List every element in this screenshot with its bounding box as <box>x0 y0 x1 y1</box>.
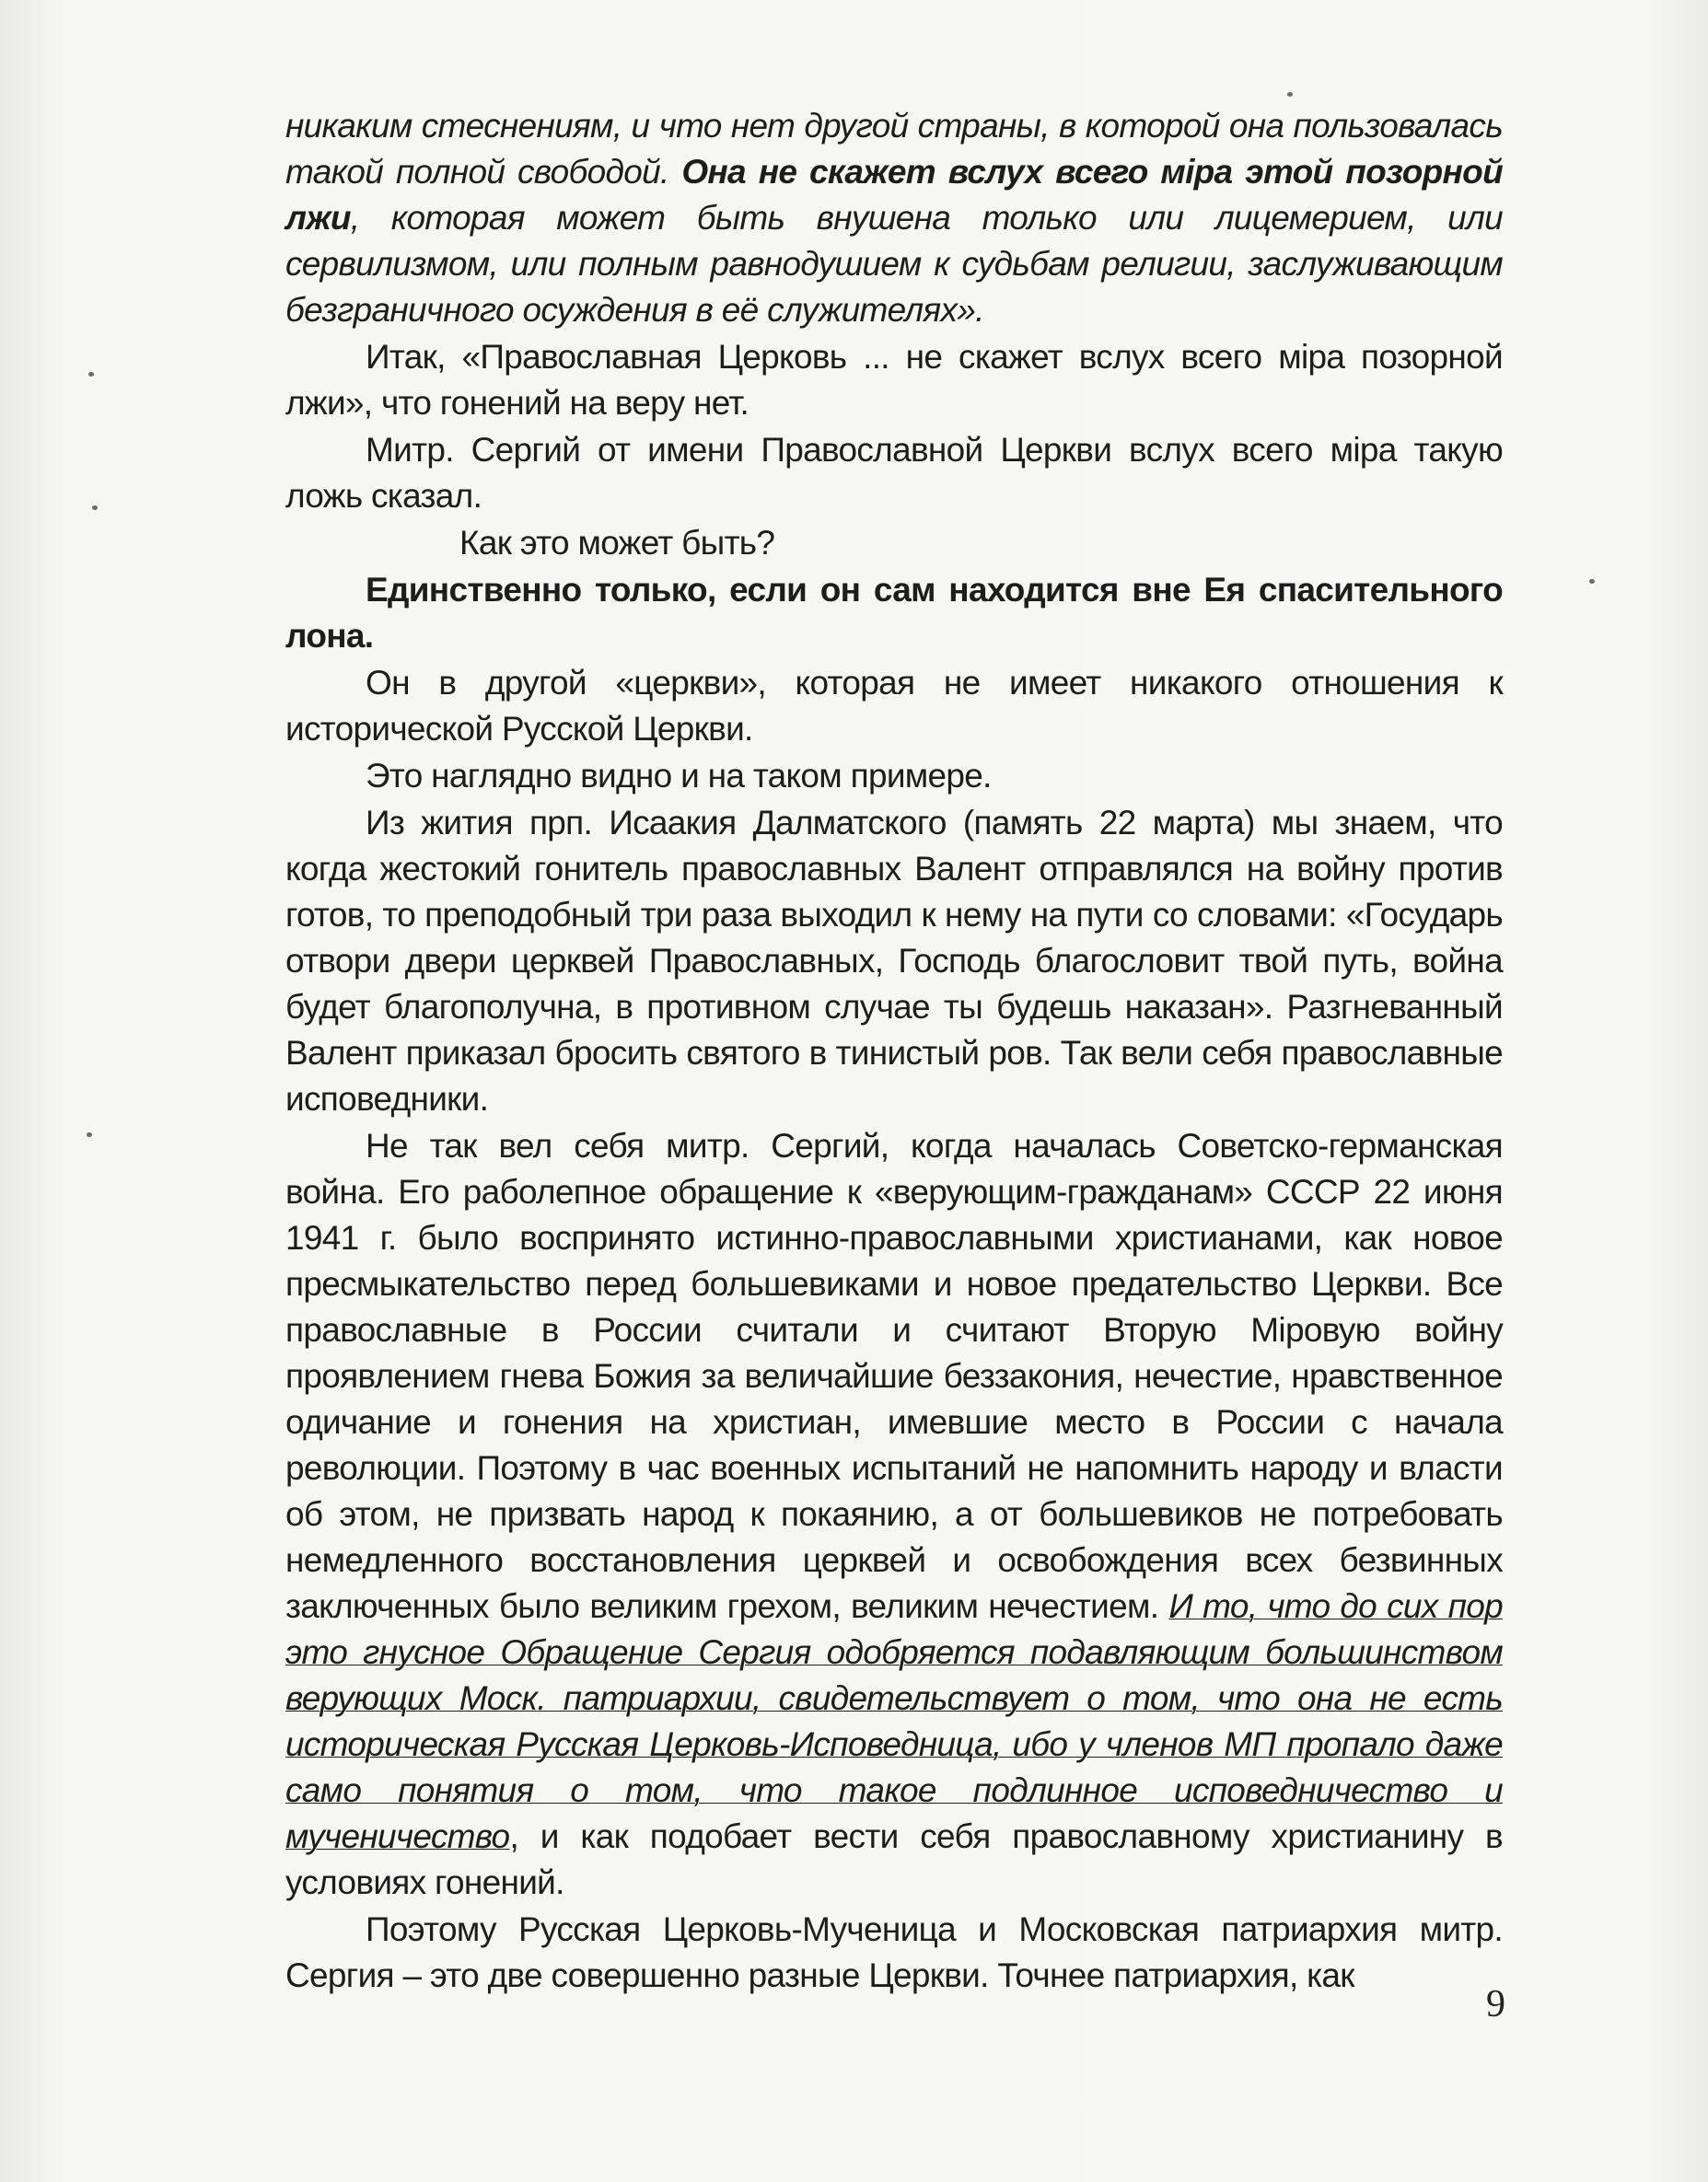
body-text <box>285 103 1503 2000</box>
paragraph <box>285 427 1503 519</box>
text-run: Итак, «Православная Церковь ... не скажет вслух всего міра позорной лжи», что гонений на веру нет. <box>285 338 1503 422</box>
text-run: Не так вел себя митр. Сергий, когда началась Советско-германская война. Его раболепное обращение к «верующим-гражданам» СССР 22 июня 1941 г. было воспринято истинно-православными христианами, как новое пресмыкательство перед большевиками и новое предательство Церкви. Все православные в России считали и считают Вторую Міровую войну проявлением гнева Божия за величайшие беззакония, нечестие, нравственное одичание и гонения на христиан, имевшие место в России с начала революции. Поэтому в час военных испытаний не напомнить народу и власти об этом, не призвать народ к покаянию, а от большевиков не потребовать немедленного восстановления церквей и освобождения всех безвинных заключенных было великим грехом, великим нечестием. <box>285 1127 1503 1625</box>
paragraph <box>285 334 1503 426</box>
paragraph <box>285 1907 1503 1999</box>
text-run: Поэтому Русская Церковь-Мученица и Московская патриархия митр. Сергия – это две совершенно разные Церкви. Точнее патриархия, как <box>285 1910 1503 1994</box>
text-run: Митр. Сергий от имени Православной Церкви вслух всего міра такую ложь сказал. <box>285 431 1503 515</box>
text-run: Он в другой «церкви», которая не имеет никакого отношения к исторической Русской Церкви. <box>285 664 1503 748</box>
page-number: 9 <box>1486 1983 1505 2025</box>
paragraph <box>285 800 1503 1122</box>
scan-speck <box>1287 92 1293 97</box>
paragraph-bold <box>285 567 1503 659</box>
paragraph-question <box>285 520 1503 566</box>
scan-speck <box>88 372 94 377</box>
text-run: Из жития прп. Исаакия Далматского (память 22 марта) мы знаем, что когда жестокий гонитель православных Валент отправлялся на войну против готов, то преподобный три раза выходил к нему на пути со словами: «Государь отвори двери церквей Православных, Господь благословит твой путь, война будет благополучна, в противном случае ты будешь наказан». Разгневанный Валент приказал бросить святого в тинистый ров. Так вели себя православные исповедники. <box>285 804 1503 1118</box>
scan-speck <box>92 505 98 510</box>
text-run-italic-underlined: И то, что до сих пор это гнусное Обращение Сергия одобряется подавляющим большинством верующих Моск. патриархии, свидетельствует о том, что она не есть историческая Русская Церковь-Исповедница, ибо у членов МП пропало даже само понятия о том, что такое подлинное исповедничество и мученичество <box>285 1587 1503 1855</box>
paragraph <box>285 1123 1503 1906</box>
paragraph <box>285 660 1503 752</box>
paragraph <box>285 753 1503 799</box>
text-run: Как это может быть? <box>459 524 775 562</box>
text-run: , и как подобает вести себя православному христианину в условиях гонений. <box>285 1817 1503 1901</box>
text-run: , которая может быть внушена только или лицемерием, или сервилизмом, или полным равнодушием к судьбам религии, заслуживающим безграничного осуждения в её служителях». <box>285 199 1503 329</box>
text-run: никаким стеснениям, и что нет другой страны, в которой она пользовалась такой полной свободой. <box>285 107 1503 191</box>
scan-speck <box>87 1132 92 1137</box>
paragraph-quote-continuation <box>285 103 1503 333</box>
scan-speck <box>1589 579 1595 584</box>
text-run-bold: Она не скажет вслух всего міра этой позорной лжи <box>285 153 1503 237</box>
text-run-bold: Единственно только, если он сам находится вне Ея спасительного лона. <box>285 571 1503 655</box>
text-run: Это наглядно видно и на таком примере. <box>366 757 992 795</box>
